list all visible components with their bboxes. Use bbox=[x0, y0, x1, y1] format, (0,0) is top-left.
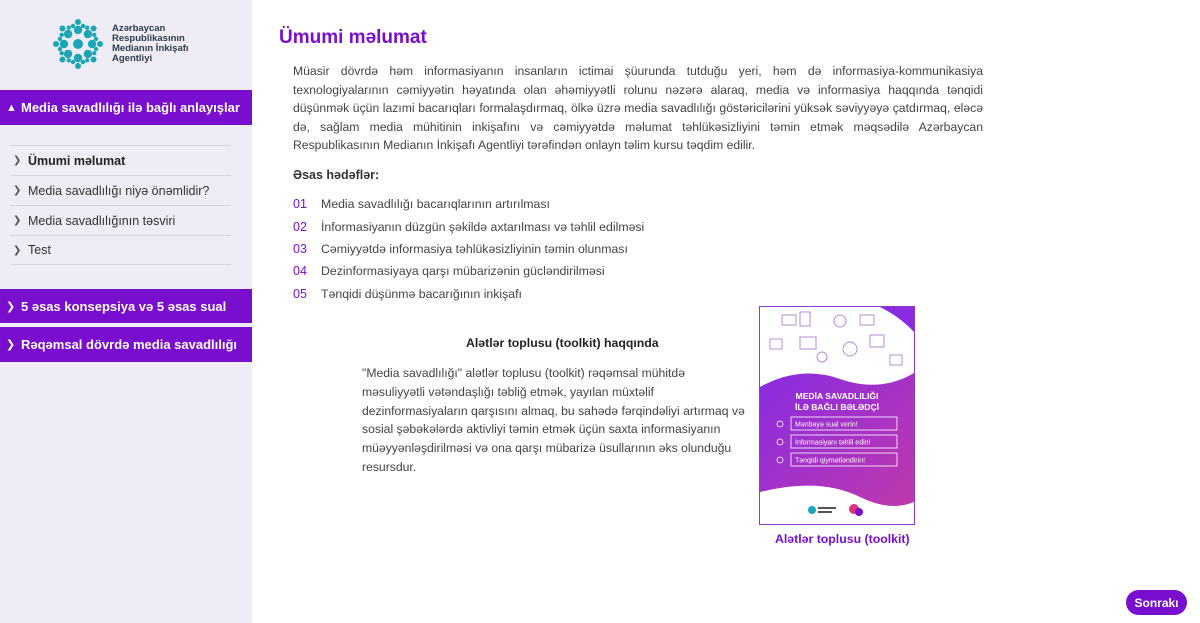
goal-text: Media savadlılığı bacarıqlarının artırılması bbox=[321, 197, 550, 212]
sidebar-section-media-concepts[interactable] bbox=[0, 90, 252, 125]
goal-number: 01 bbox=[293, 197, 307, 212]
toolkit-cover-image[interactable] bbox=[759, 306, 915, 525]
list-item bbox=[293, 260, 644, 282]
cover-tip: Mənbəyə sual verin! bbox=[795, 421, 858, 429]
sidebar-section-five-concepts[interactable] bbox=[0, 289, 252, 323]
toolkit-description: "Media savadlılığı" alətlər toplusu (toolkit) rəqəmsal mühitdə məsuliyyətli vətəndaşlığı təbliğ etmək, yayılan müxtəlif dezinformasiyaların qarşısını almaq, bu sahədə fərqindəliyi artırmaq və sosial şəbəkələrdə aktivliyi təmin etmək üçün saxta informasiyanın müəyyənləşdirilməsi və ona qarşı mübarizə üsullarının əks olunduğu resursdur. bbox=[362, 366, 745, 474]
sidebar-item-label: Media savadlılığı niyə önəmlidir? bbox=[28, 183, 210, 198]
snowflake-logo-icon bbox=[52, 18, 104, 70]
sidebar-item-label: Test bbox=[28, 243, 51, 257]
chevron-right-icon: ❯ bbox=[13, 185, 22, 196]
chevron-right-icon: ❯ bbox=[6, 339, 16, 351]
chevron-right-icon: ❯ bbox=[13, 215, 22, 226]
goals-heading: Əsas hədəflər: bbox=[293, 168, 380, 182]
chevron-up-icon: ▲ bbox=[6, 101, 17, 114]
agency-name: Azərbaycan Respublikasının Medianın İnkişafı Agentliyi bbox=[112, 23, 189, 64]
agency-logo[interactable] bbox=[52, 18, 202, 70]
goal-number: 03 bbox=[293, 241, 307, 256]
cover-tip: Tənqidi qiymətləndirin! bbox=[795, 457, 866, 465]
list-item bbox=[293, 238, 644, 260]
toolkit-heading: Alətlər toplusu (toolkit) haqqında bbox=[466, 336, 659, 350]
chevron-right-icon: ❯ bbox=[6, 300, 16, 313]
list-item bbox=[293, 193, 644, 215]
sidebar-item-general-info[interactable] bbox=[10, 145, 231, 175]
goal-text: Cəmiyyətdə informasiya təhlükəsizliyinin təmin olunması bbox=[321, 241, 628, 256]
goal-text: Tənqidi düşünmə bacarığının inkişafı bbox=[321, 286, 522, 301]
sidebar-item-description[interactable] bbox=[10, 205, 231, 235]
chevron-right-icon: ❯ bbox=[13, 155, 22, 166]
next-button[interactable]: Sonrakı bbox=[1126, 590, 1187, 615]
sidebar-item-test[interactable] bbox=[10, 235, 231, 265]
sidebar-item-why-important[interactable] bbox=[10, 175, 231, 205]
cover-title-line1: MEDİA SAVADLILIĞI bbox=[795, 391, 879, 401]
toolkit-caption-link[interactable]: Alətlər toplusu (toolkit) bbox=[775, 532, 910, 546]
goal-number: 02 bbox=[293, 219, 307, 234]
list-item bbox=[293, 215, 644, 237]
sidebar-section-digital-era[interactable] bbox=[0, 327, 252, 362]
goal-text: İnformasiyanın düzgün şəkildə axtarılması və təhlil edilməsi bbox=[321, 219, 645, 234]
cover-title-line2: İLƏ BAĞLI BƏLƏDÇİ bbox=[794, 402, 880, 412]
goals-list bbox=[293, 193, 644, 305]
cover-tip: İnformasiyanı təhlil edin! bbox=[795, 439, 871, 447]
goal-number: 04 bbox=[293, 264, 307, 279]
main-content bbox=[252, 0, 1200, 623]
sidebar-section-label: Media savadlılığı ilə bağlı anlayışlar bbox=[21, 100, 240, 115]
sidebar-item-label: Ümumi məlumat bbox=[28, 153, 126, 168]
sidebar bbox=[0, 0, 252, 623]
goal-text: Dezinformasiyaya qarşı mübarizənin gücləndirilməsi bbox=[321, 264, 605, 279]
intro-paragraph: Müasir dövrdə həm informasiyanın insanların ictimai şüurunda tutduğu yeri, həm də informasiya-kommunikasiya texnologiyalarının cəmiyyətin həyatında olan əhəmiyyətli rolunu nəzərə alaraq, media və informasiya haqqında tənqidi düşünmək üçün lazımi bacarıqları formalaşdırmaq, ölkə üzrə media savadlılığı göstəricilərini yüksək səviyyəyə çatdırmaq, eləcə də, sağlam media mühitinin inkişafını və cəmiyyətdə məlumat təhlükəsizliyini təmin etmək məqsədilə Azərbaycan Respublikasının Medianın İnkişafı Agentliyi tərəfindən onlayn təlim kursu təqdim edilir. bbox=[293, 64, 983, 153]
chevron-right-icon: ❯ bbox=[13, 244, 22, 256]
goal-number: 05 bbox=[293, 286, 307, 301]
sidebar-subnav bbox=[10, 145, 231, 265]
page-title: Ümumi məlumat bbox=[279, 27, 427, 48]
sidebar-section-label: 5 əsas konsepsiya və 5 əsas sual bbox=[21, 298, 227, 314]
list-item bbox=[293, 283, 644, 305]
sidebar-section-label: Rəqəmsal dövrdə media savadlılığı bbox=[21, 337, 238, 352]
sidebar-item-label: Media savadlılığının təsviri bbox=[28, 213, 176, 228]
